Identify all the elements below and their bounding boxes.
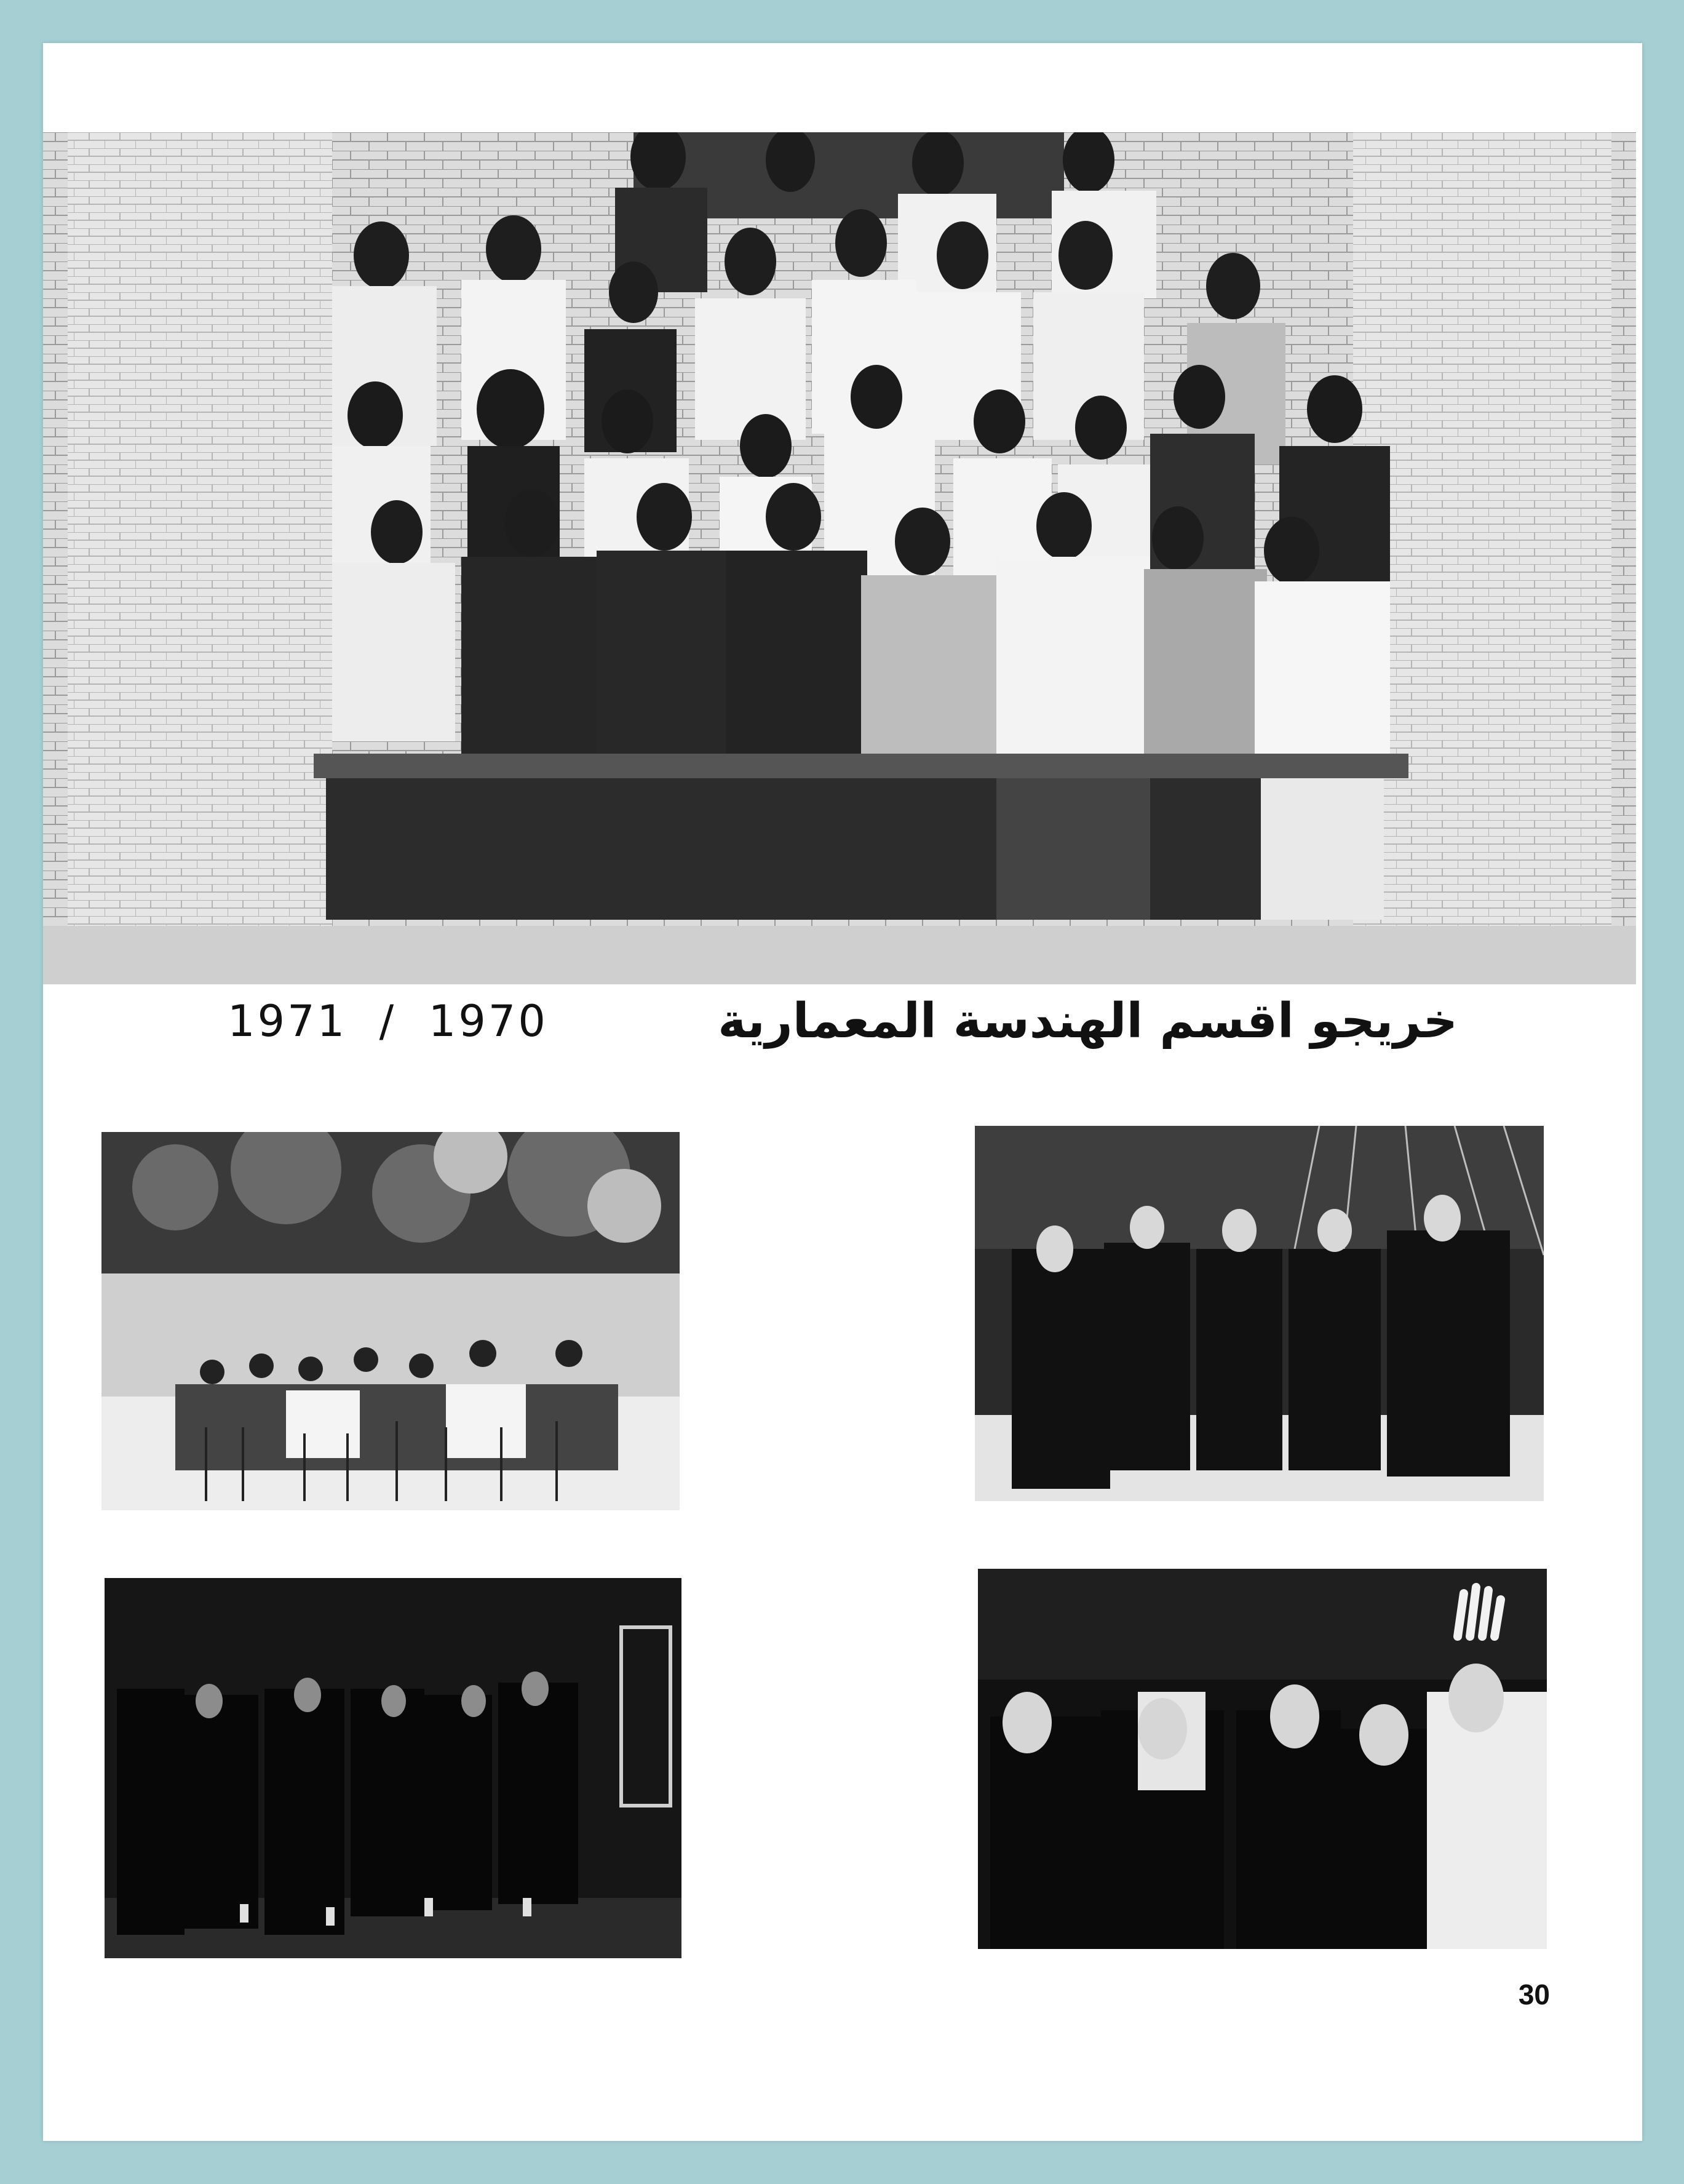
procession-image <box>105 1578 681 1958</box>
procession-photo <box>105 1578 681 1958</box>
page-number: 30 <box>1518 1979 1550 2011</box>
graduates-closeup-photo <box>978 1569 1547 1949</box>
group-photo <box>43 132 1636 984</box>
caption <box>228 966 1458 1077</box>
outdoor-dining-photo <box>101 1132 680 1510</box>
graduates-gowns-image <box>975 1126 1544 1501</box>
group-photo-image <box>43 132 1636 984</box>
graduates-gowns-photo <box>975 1126 1544 1501</box>
caption-years: 1971 / 1970 <box>228 996 548 1046</box>
graduates-closeup-image <box>978 1569 1547 1949</box>
outdoor-dining-image <box>101 1132 680 1510</box>
yearbook-page <box>43 43 1642 2141</box>
caption-title: خريجو اقسم الهندسة المعمارية <box>718 994 1458 1049</box>
